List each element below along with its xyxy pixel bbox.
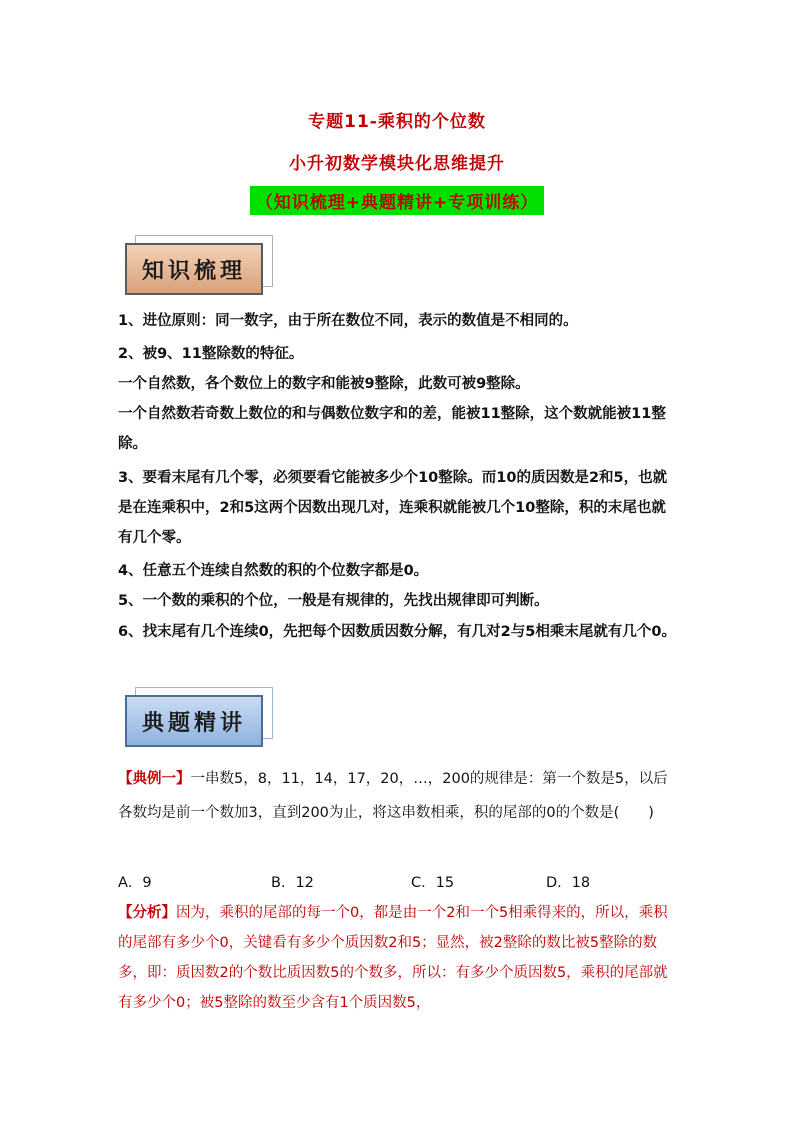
- document-subtitle: 小升初数学模块化思维提升: [289, 154, 505, 174]
- knowledge-point-4: 4、任意五个连续自然数的积的个位数字都是0。: [118, 563, 429, 579]
- knowledge-point-2a: 一个自然数，各个数位上的数字和能被9整除，此数可被9整除。: [118, 376, 530, 392]
- example-text: 一串数5，8，11，14，17，20，…，200的规律是：第一个数是5，以后各数均是前一个数加3，直到200为止，将这串数相乘，积的尾部的0的个数是( ): [118, 771, 668, 821]
- section-banner-examples: [125, 695, 261, 745]
- knowledge-point-2b: 一个自然数若奇数上数位的和与偶数位数字和的差，能被11整除，这个数就能被11整除。: [118, 406, 666, 452]
- document-title: 专题11-乘积的个位数: [308, 112, 486, 132]
- analysis-paragraph: [118, 898, 678, 1018]
- knowledge-point-6: 6、找末尾有几个连续0，先把每个因数质因数分解，有几对2与5相乘末尾就有几个0。: [118, 624, 676, 640]
- option-a[interactable]: A．9: [118, 875, 152, 891]
- option-b[interactable]: B．12: [271, 875, 314, 891]
- knowledge-point-2: 2、被9、11整除数的特征。: [118, 346, 304, 362]
- knowledge-point-3: 3、要看末尾有几个零，必须要看它能被多少个10整除。而10的质因数是2和5，也就是在连乘积中，2和5这两个因数出现几对，连乘积就能被几个10整除，积的末尾也就有几个零。: [118, 470, 668, 546]
- example-label: 【典例一】: [118, 771, 191, 787]
- option-c[interactable]: C．15: [411, 875, 455, 891]
- document-tagline: （知识梳理+典题精讲+专项训练）: [250, 186, 545, 215]
- knowledge-point-1: 1、进位原则：同一数字，由于所在数位不同，表示的数值是不相同的。: [118, 313, 578, 329]
- banner-label: 典题精讲: [125, 695, 263, 747]
- analysis-label: 【分析】: [118, 905, 176, 921]
- tagline-wrap: [0, 186, 794, 215]
- analysis-text: 因为，乘积的尾部的每一个0，都是由一个2和一个5相乘得来的，所以，乘积的尾部有多少个0，关键看有多少个质因数2和5；显然，被2整除的数比被5整除的数多，即：质因数2的个数比质因数5的个数多，所以：有多少个质因数5，乘积的尾部就有多少个0；被5整除的数至少含有1个质因数5，: [118, 905, 668, 1011]
- option-d[interactable]: D．18: [546, 875, 591, 891]
- section-banner-knowledge: [125, 243, 261, 293]
- answer-options: [118, 868, 678, 898]
- knowledge-point-5: 5、一个数的乘积的个位，一般是有规律的，先找出规律即可判断。: [118, 593, 549, 609]
- banner-label: 知识梳理: [125, 243, 263, 295]
- example-question: [118, 762, 678, 830]
